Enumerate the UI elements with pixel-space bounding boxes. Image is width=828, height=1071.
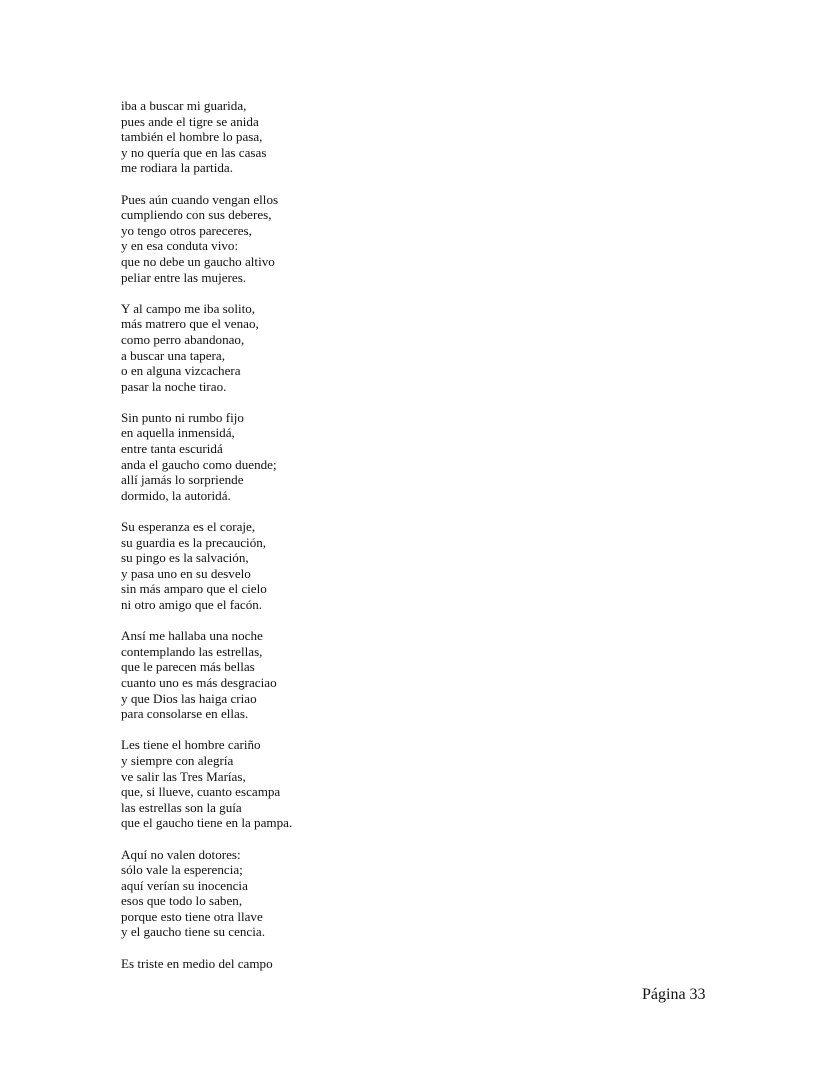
poem-line: Su esperanza es el coraje, <box>121 519 256 535</box>
poem-line: y el gaucho tiene su cencia. <box>121 924 265 940</box>
poem-line: allí jamás lo sorpriende <box>121 472 244 488</box>
poem-line: Les tiene el hombre cariño <box>121 737 261 753</box>
poem-line: su pingo es la salvación, <box>121 550 249 566</box>
poem-line: y siempre con alegría <box>121 752 234 768</box>
poem-line: iba a buscar mi guarida, <box>121 98 247 113</box>
poem-line: Y al campo me iba solito, <box>121 300 256 316</box>
poem-body <box>121 98 681 987</box>
poem-line: cumpliendo con sus deberes, <box>121 207 272 223</box>
poem-line: en aquella inmensidá, <box>121 425 235 441</box>
poem-line: y en esa conduta vivo: <box>121 238 239 254</box>
poem-line: pasar la noche tirao. <box>121 378 227 394</box>
poem-line: y que Dios las haiga criao <box>121 690 257 706</box>
poem-line: y no quería que en las casas <box>121 144 267 160</box>
poem-line: sólo vale la esperencia; <box>121 862 243 878</box>
stanza <box>121 519 681 613</box>
stanza <box>121 410 681 504</box>
stanza <box>121 847 681 941</box>
poem-line: que le parecen más bellas <box>121 659 255 675</box>
poem-line: yo tengo otros pareceres, <box>121 222 252 238</box>
poem-line: también el hombre lo pasa, <box>121 129 263 145</box>
poem-line: sin más amparo que el cielo <box>121 581 267 597</box>
stanza <box>121 192 681 286</box>
poem-line: que el gaucho tiene en la pampa. <box>121 815 293 831</box>
poem-line: porque esto tiene otra llave <box>121 908 263 924</box>
stanza <box>121 956 681 972</box>
poem-line: anda el gaucho como duende; <box>121 456 277 472</box>
stanza <box>121 301 681 395</box>
poem-line: o en alguna vizcachera <box>121 363 241 379</box>
poem-line: esos que todo lo saben, <box>121 893 243 909</box>
poem-line: a buscar una tapera, <box>121 347 225 363</box>
poem-line: Pues aún cuando vengan ellos <box>121 191 279 207</box>
poem-line: las estrellas son la guía <box>121 799 242 815</box>
poem-line: Es triste en medio del campo <box>121 955 273 971</box>
page-number: Página 33 <box>642 986 706 1003</box>
poem-line: Aquí no valen dotores: <box>121 846 241 862</box>
stanza <box>121 628 681 722</box>
stanza <box>121 737 681 831</box>
poem-line: Ansí me hallaba una noche <box>121 628 263 644</box>
poem-line: dormido, la autoridá. <box>121 487 231 503</box>
poem-line: entre tanta escuridá <box>121 441 223 457</box>
poem-line: más matrero que el venao, <box>121 316 259 332</box>
poem-line: su guardia es la precaución, <box>121 534 267 550</box>
poem-line: para consolarse en ellas. <box>121 706 249 722</box>
poem-line: aquí verían su inocencia <box>121 877 248 893</box>
poem-line: pues ande el tigre se anida <box>121 113 259 129</box>
stanza <box>121 98 681 176</box>
poem-line: Sin punto ni rumbo fijo <box>121 409 244 425</box>
poem-line: como perro abandonao, <box>121 331 245 347</box>
poem-line: ve salir las Tres Marías, <box>121 768 246 784</box>
poem-line: que no debe un gaucho altivo <box>121 253 275 269</box>
poem-line: me rodiara la partida. <box>121 160 233 176</box>
poem-line: que, si llueve, cuanto escampa <box>121 784 281 800</box>
poem-line: peliar entre las mujeres. <box>121 269 247 285</box>
poem-line: ni otro amigo que el facón. <box>121 597 263 612</box>
poem-line: y pasa uno en su desvelo <box>121 565 251 581</box>
poem-line: contemplando las estrellas, <box>121 643 263 659</box>
poem-line: cuanto uno es más desgraciao <box>121 674 277 690</box>
